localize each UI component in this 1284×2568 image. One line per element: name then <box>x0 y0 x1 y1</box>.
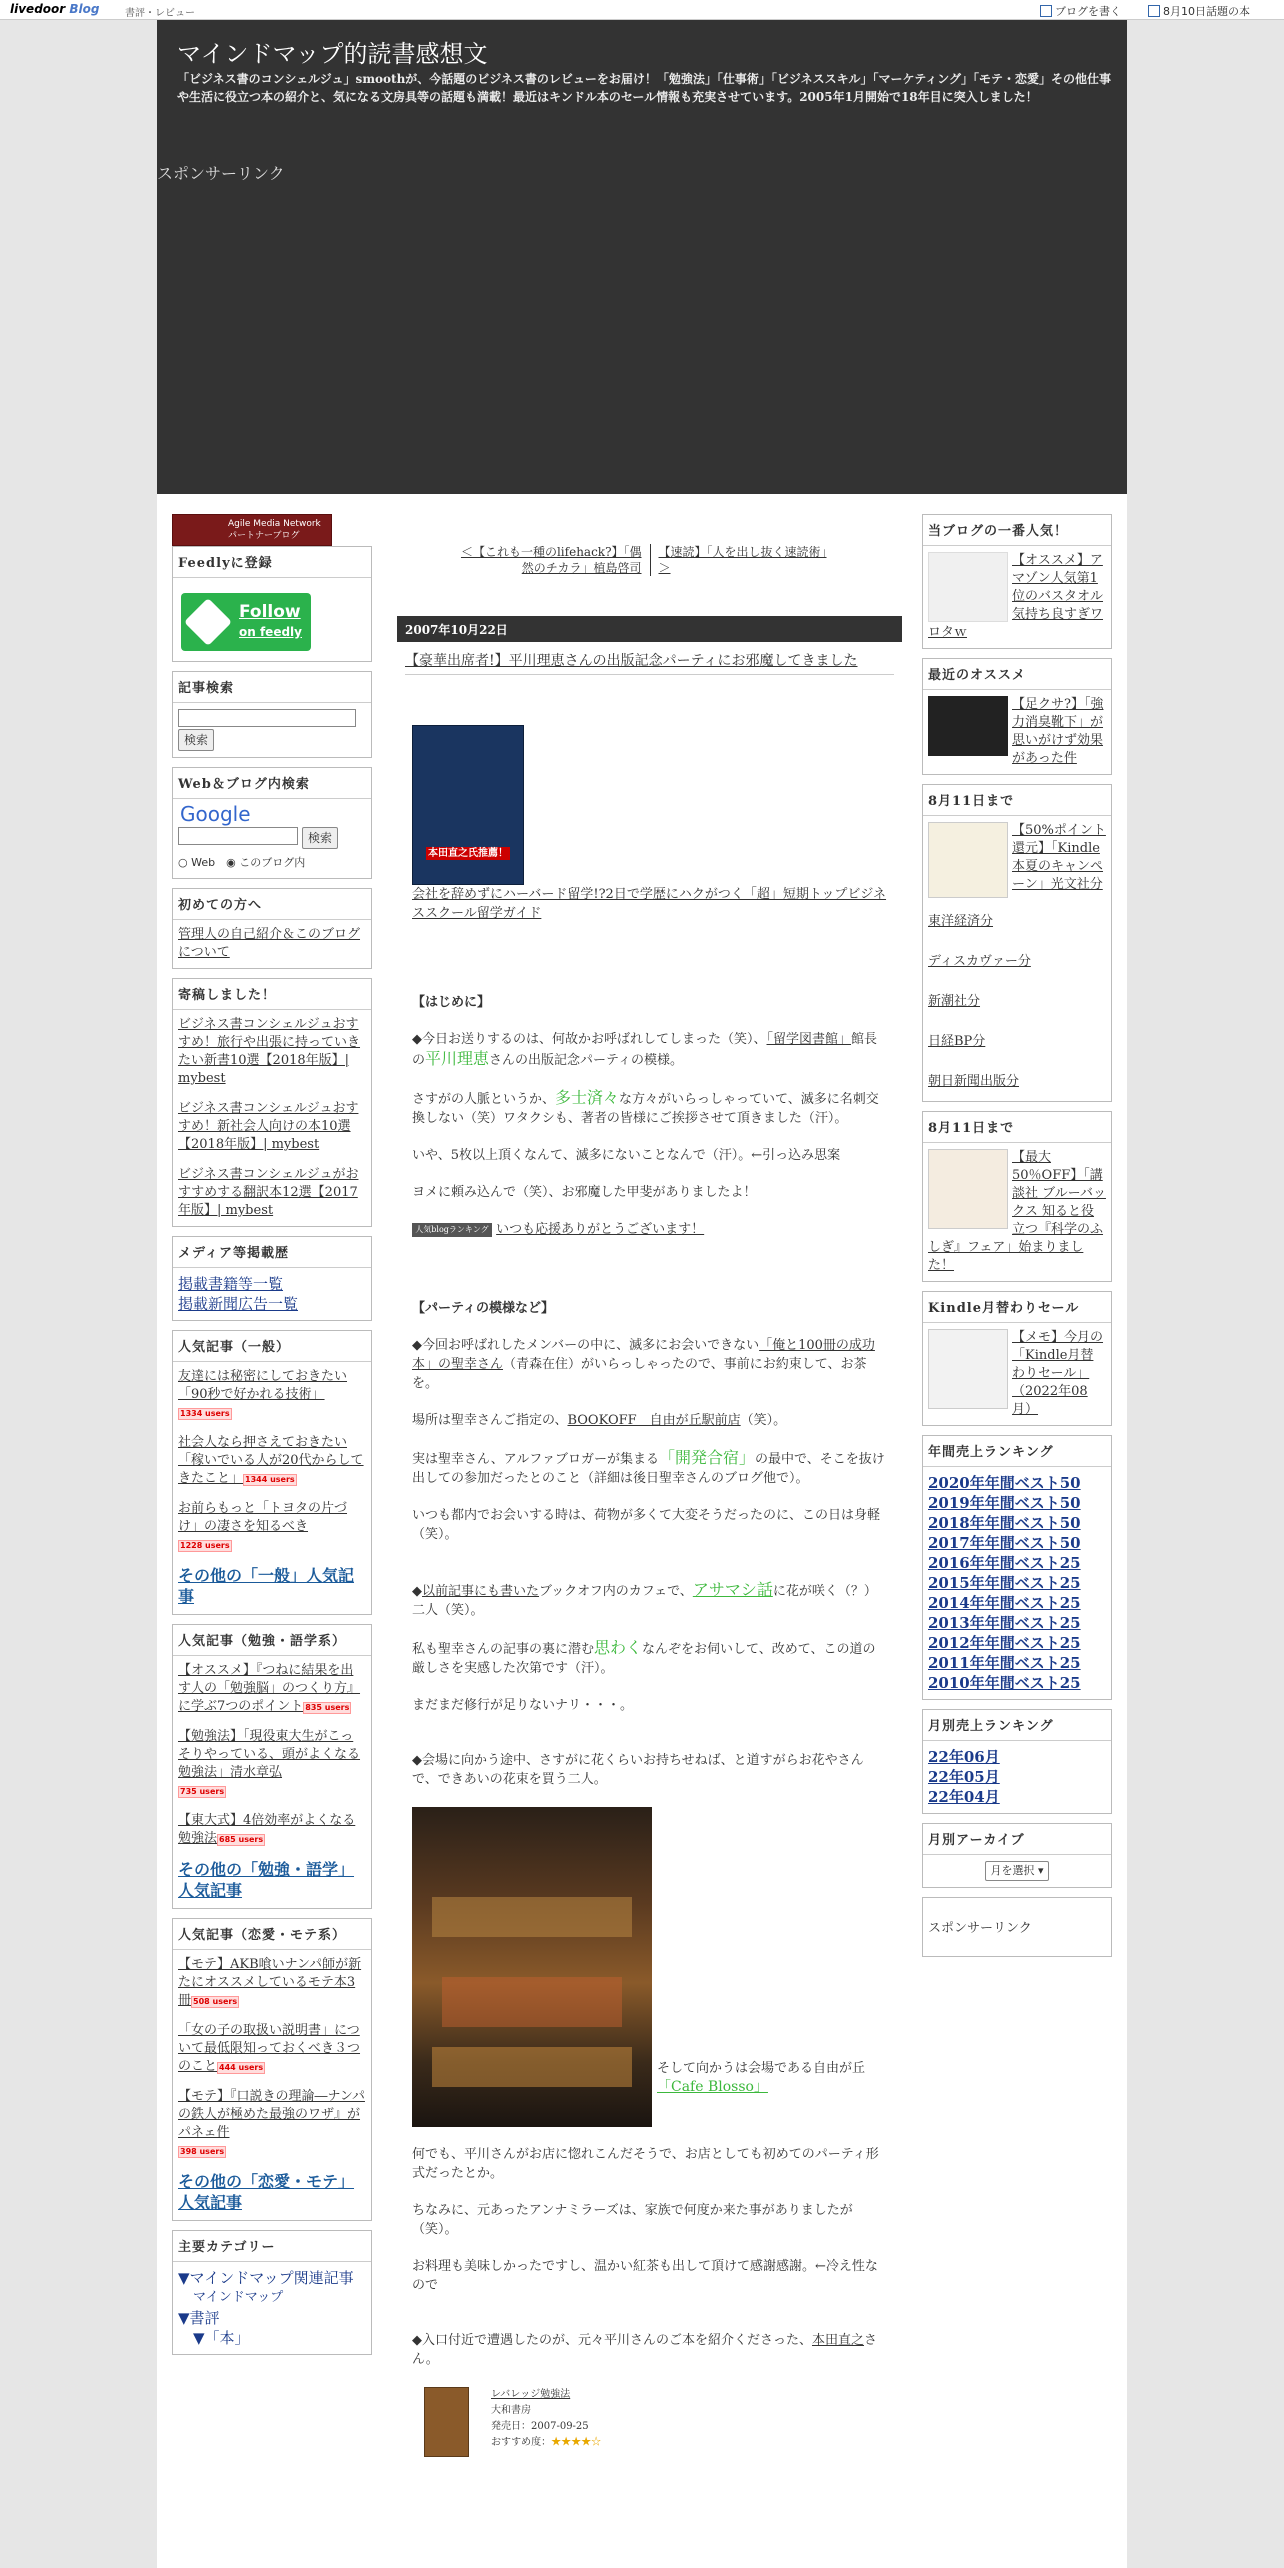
about-link[interactable]: 管理人の自己紹介＆このブログについて <box>178 927 361 960</box>
amn-banner[interactable]: Agile Media Network パートナーブログ <box>172 514 332 546</box>
publisher-link[interactable]: 朝日新聞出版分 <box>928 1074 1020 1089</box>
google-search-input[interactable] <box>178 827 298 845</box>
sale-item-link[interactable]: 【最大50％OFF】「講談社 ブルーバックス 知ると役立つ『科学のふしぎ』フェア」始まりました！ <box>928 1150 1106 1273</box>
more-study-link[interactable]: その他の「勉強・語学」人気記事 <box>178 1860 355 1900</box>
paragraph: ◆入口付近で遭遇したのが、元々平川さんのご本を紹介くださった、本田直之さん。 <box>412 2333 878 2367</box>
publisher-link[interactable]: 新潮社分 <box>928 994 981 1009</box>
contrib-link[interactable]: ビジネス書コンシェルジュおすすめ！新社会人向けの本10選【2018年版】| mybest <box>178 1101 359 1152</box>
publisher-link[interactable]: ディスカヴァー分 <box>928 954 1031 969</box>
kindle-campaign-thumbnail[interactable] <box>928 822 1008 898</box>
contrib-box <box>172 978 372 1227</box>
blog-page <box>157 20 1127 2568</box>
popular-box <box>922 514 1112 649</box>
yearly-ranking-box <box>922 1435 1112 1700</box>
category-review[interactable]: ▼書評 <box>178 2309 220 2327</box>
archive-box <box>922 1823 1112 1888</box>
users-badge[interactable]: 508 users <box>193 1997 238 2006</box>
radio-blog[interactable]: ◉ このブログ内 <box>226 856 306 869</box>
paragraph: お料理も美味しかったですし、温かい紅茶も出して頂けて感謝感謝。←冷え性なので <box>412 2259 878 2293</box>
socks-thumbnail[interactable] <box>928 696 1008 756</box>
previous-article-link[interactable]: 以前記事にも書いた <box>422 1584 540 1599</box>
popular-link[interactable]: 【モテ】AKB喰いナンパ師が新たにオススメしているモテ本3冊 <box>178 1957 362 2008</box>
publisher-link[interactable]: 東洋経済分 <box>928 914 994 929</box>
livedoor-blog-logo[interactable]: livedoor Blog <box>10 2 100 16</box>
entry-nav <box>397 544 902 576</box>
popular-link[interactable]: 【オススメ】『つねに結果を出す人の「勉強脳」のつくり方』に学ぶ7つのポイント <box>178 1663 361 1714</box>
book2-rating-label: おすすめ度： <box>491 2437 552 2448</box>
users-badge[interactable]: 398 users <box>180 2147 225 2156</box>
book-cover-image[interactable]: 本田直之氏推薦！ <box>412 725 524 885</box>
kindle-monthly-thumbnail[interactable] <box>928 1329 1008 1409</box>
contrib-heading: 寄稿しました！ <box>173 979 371 1010</box>
photo-caption: そして向かうは会場である自由が丘 「Cafe Blosso」 <box>657 2061 866 2095</box>
yearly-ranking-link[interactable]: 2017年年間ベスト50 <box>928 1534 1081 1552</box>
media-heading: メディア等掲載歴 <box>173 1237 371 1268</box>
cafe-link[interactable]: 「Cafe Blosso」 <box>657 2079 768 2095</box>
popular-link[interactable]: 社会人なら押さえておきたい「稼いでいる人が20代からしてきたこと」 <box>178 1435 364 1486</box>
seiko-link[interactable]: 「俺と100冊の成功本」の聖幸さん <box>412 1338 875 1372</box>
paragraph: ◆以前記事にも書いたブックオフ内のカフェで、アサマシ話に花が咲く（？）二人（笑）。 <box>412 1580 877 1618</box>
search-input[interactable] <box>178 709 356 727</box>
sale-item-link[interactable]: 【50%ポイント還元】「Kindle本夏のキャンペーン」光文社分 <box>1012 823 1106 892</box>
book2-title-link[interactable]: レバレッジ勉強法 <box>491 2389 571 2400</box>
asamashi-link[interactable]: アサマシ話 <box>692 1580 773 1599</box>
contrib-link[interactable]: ビジネス書コンシェルジュおすすめ！旅行や出張に持っていきたい新書10選【2018年版】| mybest <box>178 1017 361 1086</box>
ranking-banner[interactable]: 人気blogランキング <box>412 1223 492 1237</box>
main-content <box>397 514 902 2457</box>
yearly-ranking-link[interactable]: 2020年年間ベスト50 <box>928 1474 1081 1492</box>
popular-study-heading: 人気記事（勉強・語学系） <box>173 1625 371 1656</box>
kindle-monthly-heading: Kindle月替わりセール <box>923 1292 1111 1323</box>
paragraph: 実は聖幸さん、アルファブロガーが集まる「開発合宿」の最中で、そこを抜け出しての参加だったとのこと（詳細は後日聖幸さんのブログ他で）。 <box>412 1448 885 1486</box>
feedly-heading: Feedlyに登録 <box>173 547 371 578</box>
honda-link[interactable]: 本田直之 <box>812 2333 865 2348</box>
yearly-ranking-link[interactable]: 2012年年間ベスト25 <box>928 1634 1081 1652</box>
next-entry-link[interactable]: 【速読】「人を出し抜く速読術」＞ <box>650 544 840 576</box>
article-search-box <box>172 671 372 758</box>
write-blog-link[interactable]: ブログを書く <box>1040 3 1121 19</box>
bookoff-link[interactable]: BOOKOFF 自由が丘駅前店 <box>567 1413 741 1428</box>
yearly-ranking-link[interactable]: 2013年年間ベスト25 <box>928 1614 1081 1632</box>
monthly-ranking-box <box>922 1709 1112 1814</box>
paragraph: ヨメに頼み込んで（笑）、お邪魔した甲斐がありましたよ！ <box>412 1185 757 1200</box>
blog-description: 「ビジネス書のコンシェルジュ」smoothが、今話題のビジネス書のレビューをお届け！「勉強法」「仕事術」「ビジネススキル」「マーケティング」「モテ・恋愛」その他仕事や生活に役立つ本の紹介と、気になる文房具等の話題も満載！最近はキンドル本のセール情報も充実させています。2005年1月開始で18年目に突入しました！ <box>177 72 1112 104</box>
radio-web[interactable]: ○ Web <box>178 856 216 869</box>
google-heading: Web＆ブログ内検索 <box>173 768 371 799</box>
livedoor-topbar <box>0 0 1284 20</box>
sponsor-label: スポンサーリンク <box>157 164 285 183</box>
users-badge[interactable]: 1334 users <box>180 1409 230 1418</box>
category-mindmap[interactable]: ▼マインドマップ関連記事 <box>178 2269 354 2287</box>
category-book[interactable]: ▼「本」 <box>193 2329 250 2347</box>
popular-love-heading: 人気記事（恋愛・モテ系） <box>173 1919 371 1950</box>
library-link[interactable]: 「留学図書館」 <box>766 1032 852 1047</box>
archive-select[interactable]: 月を選択 ▾ <box>985 1861 1048 1881</box>
recommend-heading: 最近のオススメ <box>923 659 1111 690</box>
sponsor-label-right: スポンサーリンク <box>928 1921 1032 1936</box>
yearly-ranking-link[interactable]: 2019年年間ベスト50 <box>928 1494 1081 1512</box>
popular-general-box <box>172 1330 372 1615</box>
paragraph: ちなみに、元あったアンナミラーズは、家族で何度か来た事がありましたが（笑）。 <box>412 2203 853 2237</box>
monthly-ranking-link[interactable]: 22年05月 <box>928 1768 1000 1786</box>
users-badge[interactable]: 685 users <box>219 1835 264 1844</box>
media-books-link[interactable]: 掲載書籍等一覧 <box>178 1275 284 1293</box>
towel-thumbnail[interactable] <box>928 552 1008 622</box>
monthly-ranking-heading: 月別売上ランキング <box>923 1710 1111 1741</box>
paragraph: ◆会場に向かう途中、さすがに花くらいお持ちせねば、と道すがらお花やさんで、できあいの花束を買う二人。 <box>412 1753 864 1787</box>
paragraph: 私も聖幸さんの記事の裏に潜む思わくなんぞをお伺いして、改めて、この道の厳しさを実感した次第です（汗）。 <box>412 1638 876 1676</box>
category-heading: 主要カテゴリー <box>173 2231 371 2262</box>
archive-heading: 月別アーカイブ <box>923 1824 1111 1855</box>
google-search-button[interactable]: 検索 <box>302 827 338 849</box>
more-general-link[interactable]: その他の「一般」人気記事 <box>178 1566 355 1606</box>
paragraph: 何でも、平川さんがお店に惚れこんだそうで、お店としても初めてのパーティ形式だったとか。 <box>412 2147 879 2181</box>
recommend-box <box>922 658 1112 775</box>
entry-title[interactable]: 【豪華出席者!】平川理恵さんの出版記念パーティにお邪魔してきました <box>405 652 894 675</box>
paragraph: さすがの人脈というか、多士済々な方々がいらっしゃっていて、滅多に名刺交換しない（笑）ワタクシも、著者の皆様にご挨拶させて頂きました（汗）。 <box>412 1088 879 1126</box>
entry-date: 2007年10月22日 <box>397 616 902 642</box>
category-box <box>172 2230 372 2355</box>
blog-title[interactable]: マインドマップ的読書感想文 <box>177 40 488 68</box>
popular-love-box <box>172 1918 372 2221</box>
yearly-ranking-link[interactable]: 2018年年間ベスト50 <box>928 1514 1081 1532</box>
book2-publisher: 大和書房 <box>491 2405 531 2416</box>
todays-books-link[interactable]: 8月10日話題の本 <box>1148 3 1250 19</box>
paragraph: いつも都内でお会いする時は、荷物が多くて大変そうだったのに、この日は身軽（笑）。 <box>412 1508 881 1542</box>
right-sidebar <box>922 514 1112 1966</box>
amazon-book-box <box>424 2387 887 2457</box>
sponsor-box <box>922 1897 1112 1957</box>
book2-cover[interactable] <box>424 2387 469 2457</box>
topbar-category[interactable]: 書評・レビュー <box>125 8 195 19</box>
yearly-ranking-link[interactable]: 2011年年間ベスト25 <box>928 1654 1081 1672</box>
popular-link[interactable]: 【東大式】4倍効率がよくなる勉強法 <box>178 1813 356 1846</box>
book-title-link[interactable]: 会社を辞めずにハーバード留学!?2日で学歴にハクがつく「超」短期トップビジネススクール留学ガイド <box>412 887 887 921</box>
media-box <box>172 1236 372 1321</box>
popular-link[interactable]: お前らもっと「トヨタの片づけ」の凄さを知るべき <box>178 1501 348 1534</box>
sale-box-1 <box>922 784 1112 1102</box>
popular-study-box <box>172 1624 372 1909</box>
more-love-link[interactable]: その他の「恋愛・モテ」人気記事 <box>178 2172 355 2212</box>
blog-header <box>157 20 1127 494</box>
users-badge[interactable]: 735 users <box>180 1787 225 1796</box>
paragraph: ◆今回お呼ばれしたメンバーの中に、滅多にお会いできない「俺と100冊の成功本」の聖幸さん（青森在住）がいらっしゃったので、事前にお約束して、お茶を。 <box>412 1338 875 1391</box>
intro-heading: 【はじめに】 <box>412 995 491 1010</box>
search-button[interactable]: 検索 <box>178 729 214 751</box>
paragraph: ◆今日お送りするのは、何故かお呼ばれしてしまった（笑）、「留学図書館」館長の平川理恵さんの出版記念パーティの模様。 <box>412 1032 878 1068</box>
yearly-ranking-heading: 年間売上ランキング <box>923 1436 1111 1467</box>
bluebacks-thumbnail[interactable] <box>928 1149 1008 1229</box>
calendar-icon <box>1148 5 1160 17</box>
yearly-ranking-link[interactable]: 2016年年間ベスト25 <box>928 1554 1081 1572</box>
pencil-icon <box>1040 5 1052 17</box>
popular-link[interactable]: 【勉強法】「現役東大生がこっそりやっている、頭がよくなる勉強法」清水章弘 <box>178 1729 361 1780</box>
prev-entry-link[interactable]: ＜【これも一種のlifehack?】「偶然のチカラ」植島啓司 <box>460 545 642 575</box>
popular-heading: 当ブログの一番人気！ <box>923 515 1111 546</box>
search-heading: 記事検索 <box>173 672 371 703</box>
feedly-follow-button[interactable]: Follow on feedly <box>181 593 311 651</box>
yearly-ranking-link[interactable]: 2010年年間ベスト25 <box>928 1674 1081 1692</box>
popular-link[interactable]: 友達には秘密にしておきたい「90秒で好かれる技術」 <box>178 1369 348 1402</box>
contrib-link[interactable]: ビジネス書コンシェルジュがおすすめする翻訳本12選【2017年版】| mybest <box>178 1167 359 1218</box>
users-badge[interactable]: 1228 users <box>180 1541 230 1550</box>
publisher-link[interactable]: 日経BP分 <box>928 1034 986 1049</box>
yearly-ranking-link[interactable]: 2014年年間ベスト25 <box>928 1594 1081 1612</box>
paragraph: まだまだ修行が足りないナリ・・・。 <box>412 1698 634 1713</box>
feedly-box <box>172 546 372 662</box>
users-badge[interactable]: 1344 users <box>245 1475 295 1484</box>
recommend-item-link[interactable]: 【足クサ?】「強力消臭靴下」が思いがけず効果があった件 <box>1012 697 1104 766</box>
feedly-icon <box>184 598 232 646</box>
paragraph: 場所は聖幸さんご指定の、BOOKOFF 自由が丘駅前店（笑）。 <box>412 1413 787 1428</box>
party-heading: 【パーティの模様など】 <box>412 1301 554 1316</box>
paragraph: いや、5枚以上頂くなんて、滅多にないことなんで（汗）。←引っ込み思案 <box>412 1148 841 1163</box>
monthly-ranking-link[interactable]: 22年06月 <box>928 1748 1000 1766</box>
popular-link[interactable]: 「女の子の取扱い説明書」について最低限知っておくべき３つのこと <box>178 2023 361 2074</box>
media-ads-link[interactable]: 掲載新聞広告一覧 <box>178 1295 299 1313</box>
monthly-ranking-link[interactable]: 22年04月 <box>928 1788 1000 1806</box>
popular-link[interactable]: 【モテ】『口説きの理論―ナンパの鉄人が極めた最強のワザ』がパネェ件 <box>178 2089 365 2140</box>
category-mindmap-sub[interactable]: マインドマップ <box>193 2290 284 2305</box>
entry-body <box>397 725 902 2457</box>
flower-shop-photo[interactable] <box>412 1807 652 2127</box>
left-sidebar <box>172 514 372 2364</box>
photo-row <box>412 1807 887 2127</box>
kindle-monthly-link[interactable]: 【メモ】今月の「Kindle月替わりセール」（2022年08月） <box>1012 1330 1104 1417</box>
ranking-link[interactable]: いつも応援ありがとうございます！ <box>496 1222 705 1237</box>
kindle-monthly-box <box>922 1291 1112 1426</box>
book2-date: 発売日：2007-09-25 <box>491 2421 589 2432</box>
sale-heading-2: 8月11日まで <box>923 1112 1111 1143</box>
sale-heading-1: 8月11日まで <box>923 785 1111 816</box>
google-search-box <box>172 767 372 879</box>
google-logo: Google <box>180 802 251 826</box>
first-time-box <box>172 888 372 969</box>
users-badge[interactable]: 444 users <box>219 2063 264 2072</box>
first-time-heading: 初めての方へ <box>173 889 371 920</box>
sale-box-2 <box>922 1111 1112 1282</box>
star-rating-icon: ★★★★☆ <box>551 2437 602 2448</box>
yearly-ranking-link[interactable]: 2015年年間ベスト25 <box>928 1574 1081 1592</box>
popular-general-heading: 人気記事（一般） <box>173 1331 371 1362</box>
users-badge[interactable]: 835 users <box>305 1703 350 1712</box>
popular-item-link[interactable]: 【オススメ】アマゾン人気第1位のバスタオル気持ち良すぎワロタｗ <box>928 553 1104 640</box>
